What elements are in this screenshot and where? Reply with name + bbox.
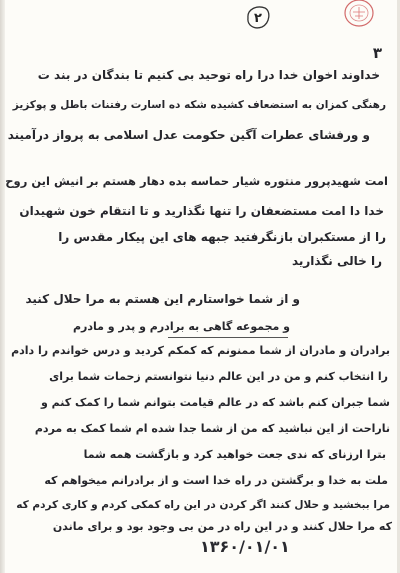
letter-line: بترا ارزنای که ندی جعت خواهید کرد و بازگشت همه شما xyxy=(83,448,386,461)
letter-line: برادران و مادران از شما ممنونم که کمکم کردید و درس خواندم را دادم xyxy=(11,344,390,357)
letter-line: را از مستکبران بازنگرفتید جبهه های این پیکار مقدس را xyxy=(58,230,386,244)
letter-line: مرا ببخشید و حلال کنند اگر کردن در این راه کمکی کردم و کاری کردم که xyxy=(16,499,390,511)
letter-line: شما جبران کنم باشد که در عالم قیامت بتوانم شما را کمک کنم و xyxy=(40,396,390,409)
letter-line: ملت به خدا و برگشتن در راه خدا است و از برادرانم میخواهم که xyxy=(44,474,388,487)
letter-line: را انتخاب کنم و من در این عالم دنیا نتوانستم زحمات شما برای xyxy=(49,370,388,383)
letter-line: را خالی نگذارید xyxy=(291,254,382,268)
letter-line: و از شما خواستارم این هستم به مرا حلال کنید xyxy=(25,292,300,306)
letter-line: رهنگی کمزان به استضعاف کشیده شکه ده اسارت رفتنات باطل و پوکزیز xyxy=(12,99,386,111)
letter-line: و مجموعه گاهی به برادرم و پدر و مادرم xyxy=(72,320,290,333)
page-left-edge-shadow xyxy=(0,0,5,573)
section-mark: ۳ xyxy=(372,44,382,62)
line-underline xyxy=(168,337,288,338)
red-ink-stamp xyxy=(343,0,375,30)
letter-line: ناراحت از این نباشید که من از شما جدا شده ام شما کمک به مردم xyxy=(34,422,390,435)
page-number-text: ۲ xyxy=(254,11,262,26)
circled-page-number xyxy=(244,4,272,30)
letter-line: خدا دا امت مستضعفان را تنها نگذارید و تا انتقام خون شهیدان xyxy=(19,204,384,218)
letter-line: امت شهیدپرور منتوره شیار حماسه بده دهار هستم بر انیش این روح xyxy=(5,174,388,188)
letter-line: که مرا حلال کنند و در این راه در من بی وجود بود و برای ماندن xyxy=(52,520,392,533)
letter-line: خداوند اخوان خدا درا راه توحید بی کنیم تا بندگان در بند ت xyxy=(37,68,380,82)
letter-line: و ورفشای عطرات آگین حکومت عدل اسلامی به پرواز درآمیند xyxy=(7,128,370,142)
signature-date: ۱۳۶۰/۰۱/۰۱ xyxy=(200,537,290,556)
